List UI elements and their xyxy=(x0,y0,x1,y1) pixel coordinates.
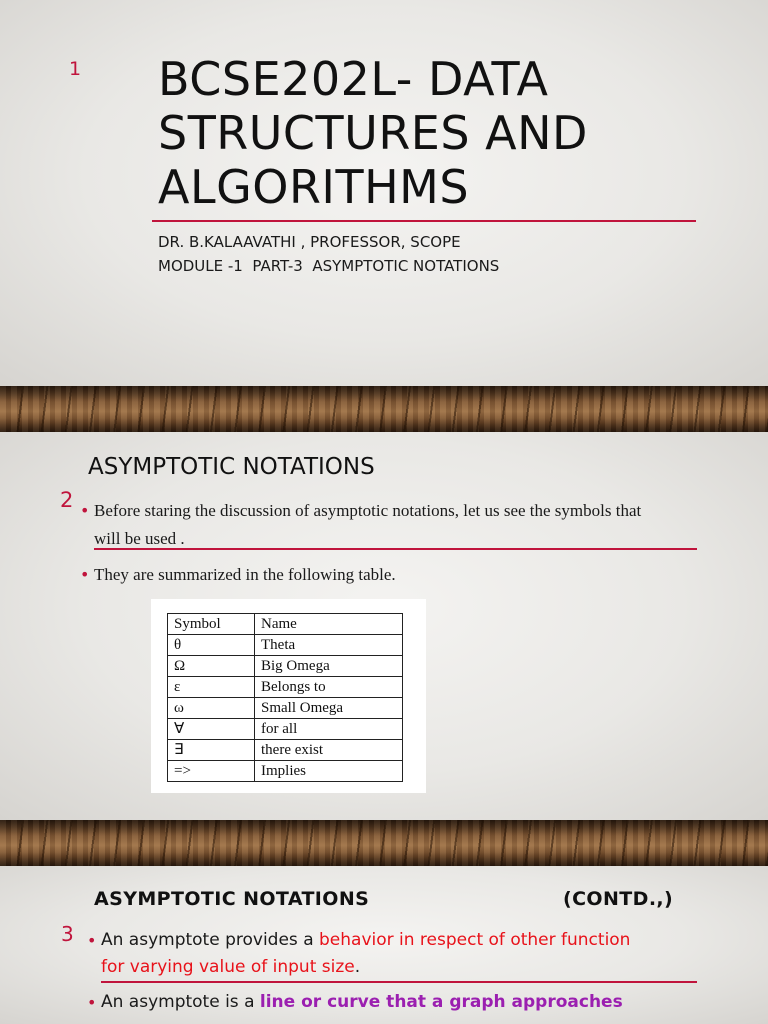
author-line: DR. B.KALAAVATHI , PROFESSOR, SCOPE xyxy=(158,233,461,251)
symbol-table-image xyxy=(151,599,426,793)
bullet-icon: • xyxy=(80,565,90,584)
bullet-icon: • xyxy=(87,931,97,950)
slide-title xyxy=(158,52,718,214)
table-cell: θ xyxy=(168,635,255,656)
table-cell: Small Omega xyxy=(255,698,403,719)
slide-title: ASYMPTOTIC NOTATIONS xyxy=(88,454,375,480)
bullet-text-highlight: line or curve that a graph approaches xyxy=(259,992,623,1012)
table-header: Symbol xyxy=(168,614,255,635)
table-cell: for all xyxy=(255,719,403,740)
bullet-text: They are summarized in the following table. xyxy=(94,565,396,584)
bullet-text xyxy=(101,989,721,1016)
bullet-text xyxy=(101,927,721,981)
table-row xyxy=(168,761,403,782)
table-cell: ∃ xyxy=(168,740,255,761)
table-cell: Belongs to xyxy=(255,677,403,698)
table-row xyxy=(168,740,403,761)
bullet-text xyxy=(94,497,724,553)
slide-number: 1 xyxy=(69,58,82,80)
slide-title: ASYMPTOTIC NOTATIONS xyxy=(94,888,370,910)
bullet-text-highlight: for varying value of input size xyxy=(101,957,355,977)
slide-2 xyxy=(0,432,768,820)
table-cell: => xyxy=(168,761,255,782)
wood-floor-divider xyxy=(0,820,768,866)
bullet-text-plain: An asymptote is a xyxy=(101,992,260,1012)
bullet-text-plain: . xyxy=(354,957,361,977)
table-header-row xyxy=(168,614,403,635)
bullet-line xyxy=(101,927,721,954)
table-header: Name xyxy=(255,614,403,635)
table-cell: ∀ xyxy=(168,719,255,740)
table-cell: Big Omega xyxy=(255,656,403,677)
table-cell: ω xyxy=(168,698,255,719)
slide-number: 3 xyxy=(61,922,74,946)
slide-1 xyxy=(0,0,768,386)
bullet-text-highlight: behavior in respect of other function xyxy=(319,930,631,950)
slide-3 xyxy=(0,866,768,1024)
bullet-line: will be used . xyxy=(94,529,185,548)
title-line: STRUCTURES AND xyxy=(158,106,588,160)
underline-rule xyxy=(94,548,697,550)
bullet-icon: • xyxy=(87,993,97,1012)
bullet-line xyxy=(101,954,721,981)
title-line: ALGORITHMS xyxy=(158,160,470,214)
table-cell: Theta xyxy=(255,635,403,656)
table-cell: ε xyxy=(168,677,255,698)
table-row xyxy=(168,656,403,677)
slide-title-suffix: (CONTD.,) xyxy=(563,888,674,910)
title-divider xyxy=(152,220,696,222)
table-cell: there exist xyxy=(255,740,403,761)
table-row xyxy=(168,635,403,656)
bullet-icon: • xyxy=(80,501,90,520)
bullet-line: Before staring the discussion of asymptotic notations, let us see the symbols that xyxy=(94,501,642,520)
table-row xyxy=(168,719,403,740)
bullet-text-plain: An asymptote provides a xyxy=(101,930,320,950)
slide-number: 2 xyxy=(60,488,74,512)
table-cell: Implies xyxy=(255,761,403,782)
wood-floor-divider xyxy=(0,386,768,432)
table-row xyxy=(168,677,403,698)
bullet-line xyxy=(101,989,721,1016)
symbol-table xyxy=(167,613,403,782)
title-line: BCSE202L- DATA xyxy=(158,52,549,106)
table-cell: Ω xyxy=(168,656,255,677)
underline-rule xyxy=(101,981,697,983)
table-row xyxy=(168,698,403,719)
module-line: MODULE -1 PART-3 ASYMPTOTIC NOTATIONS xyxy=(158,257,500,275)
